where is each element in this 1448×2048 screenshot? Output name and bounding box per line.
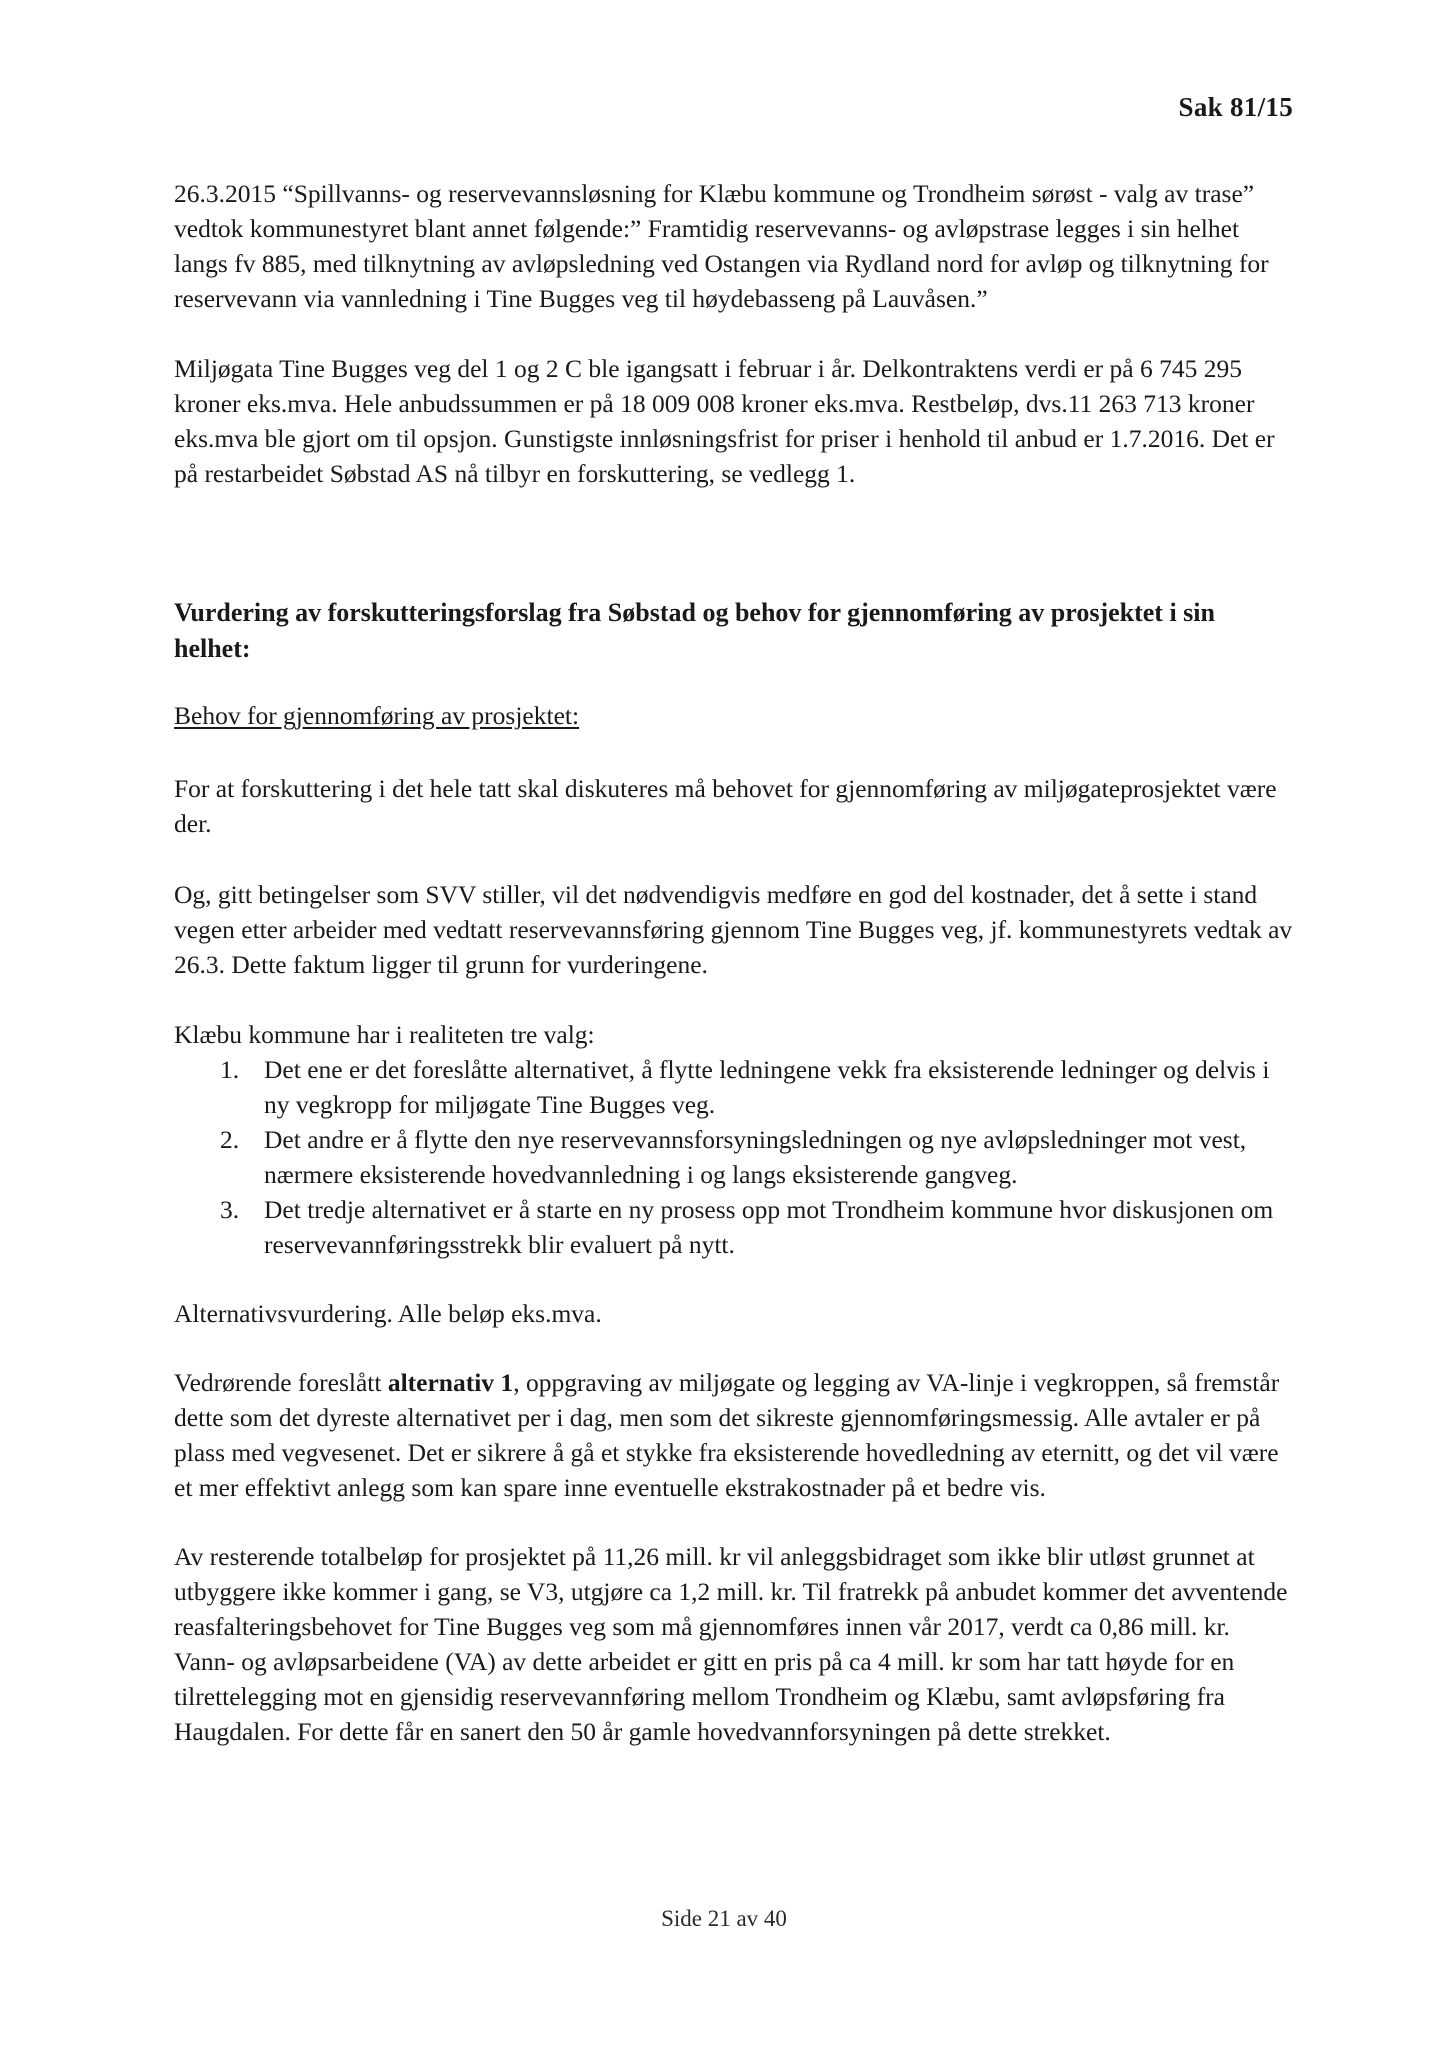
list-item-text: Det tredje alternativet er å starte en ny prosess opp mot Trondheim kommune hvor diskusjonen om reservevannføringsstrekk blir evaluert på nytt. <box>264 1195 1274 1259</box>
subsection-heading: Behov for gjennomføring av prosjektet: <box>174 701 580 730</box>
list-item-number: 2. <box>220 1125 240 1154</box>
conditions-paragraph: Og, gitt betingelser som SVV stiller, vil det nødvendigvis medføre en god del kostnader, det å sette i stand vegen etter arbeider med vedtatt reservevannsføring gjennom Tine Bugges veg, jf. kommunestyrets vedtak av 26.3. Dette faktum ligger til grunn for vurderingene. <box>174 880 1293 979</box>
alternative-1-label: alternativ 1 <box>387 1368 514 1397</box>
document-body <box>174 176 1294 1749</box>
list-item <box>174 1052 1294 1122</box>
list-item-number: 1. <box>220 1055 240 1084</box>
status-paragraph: Miljøgata Tine Bugges veg del 1 og 2 C ble igangsatt i februar i år. Delkontraktens verdi er på 6 745 295 kroner eks.mva. Hele anbudssummen er på 18 009 008 kroner eks.mva. Restbeløp, dvs.11 263 713 kroner eks.mva ble gjort om til opsjon. Gunstigste innløsningsfrist for priser i henhold til anbud er 1.7.2016. Det er på restarbeidet Søbstad AS nå tilbyr en forskuttering, se vedlegg 1. <box>174 354 1275 488</box>
intro-paragraph: 26.3.2015 “Spillvanns- og reservevannsløsning for Klæbu kommune og Trondheim sørøst - valg av trase” vedtok kommunestyret blant annet følgende:” Framtidig reservevanns- og avløpstrase legges i sin helhet langs fv 885, med tilknytning av avløpsledning ved Ostangen via Rydland nord for avløp og tilknytning for reservevann via vannledning i Tine Bugges veg til høydebasseng på Lauvåsen.” <box>174 179 1269 313</box>
choices-intro: Klæbu kommune har i realiteten tre valg: <box>174 1020 595 1049</box>
list-item-number: 3. <box>220 1195 240 1224</box>
list-item-text: Det andre er å flytte den nye reservevannsforsyningsledningen og nye avløpsledninger mot vest, nærmere eksisterende hovedvannledning i og langs eksisterende gangveg. <box>264 1125 1247 1189</box>
alternative-1-paragraph <box>174 1365 1294 1505</box>
list-item <box>174 1192 1294 1262</box>
alternatives-intro: Alternativsvurdering. Alle beløp eks.mva. <box>174 1299 602 1328</box>
alternative-1-text: , oppgraving av miljøgate og legging av VA-linje i vegkroppen, så fremstår dette som det dyreste alternativet per i dag, men som det sikreste gjennomføringsmessig. Alle avtaler er på plass med vegvesenet. Det er sikrere å gå et stykke fra eksisterende hovedledning av eternitt, og det vil være et mer effektivt anlegg som kan spare inne eventuelle ekstrakostnader på et bedre vis. <box>174 1368 1280 1502</box>
page-number: Side 21 av 40 <box>661 1906 787 1931</box>
options-list <box>174 1052 1294 1262</box>
remaining-amount-paragraph: Av resterende totalbeløp for prosjektet på 11,26 mill. kr vil anleggsbidraget som ikke blir utløst grunnet at utbyggere ikke kommer i gang, se V3, utgjøre ca 1,2 mill. kr. Til fratrekk på anbudet kommer det avventende reasfalteringsbehovet for Tine Bugges veg som må gjennomføres innen vår 2017, verdt ca 0,86 mill. kr. Vann- og avløpsarbeidene (VA) av dette arbeidet er gitt en pris på ca 4 mill. kr som har tatt høyde for en tilrettelegging mot en gjensidig reservevannføring mellom Trondheim og Klæbu, samt avløpsføring fra Haugdalen. For dette får en sanert den 50 år gamle hovedvannforsyningen på dette strekket. <box>174 1542 1288 1746</box>
case-number: Sak 81/15 <box>1178 92 1293 122</box>
list-item <box>174 1122 1294 1192</box>
alternative-1-prefix: Vedrørende foreslått <box>174 1368 388 1397</box>
section-heading: Vurdering av forskutteringsforslag fra Søbstad og behov for gjennomføring av prosjektet i sin helhet: <box>174 598 1215 663</box>
list-item-text: Det ene er det foreslåtte alternativet, å flytte ledningene vekk fra eksisterende ledninger og delvis i ny vegkropp for miljøgate Tine Bugges veg. <box>264 1055 1270 1119</box>
need-paragraph: For at forskuttering i det hele tatt skal diskuteres må behovet for gjennomføring av miljøgateprosjektet være der. <box>174 774 1277 838</box>
